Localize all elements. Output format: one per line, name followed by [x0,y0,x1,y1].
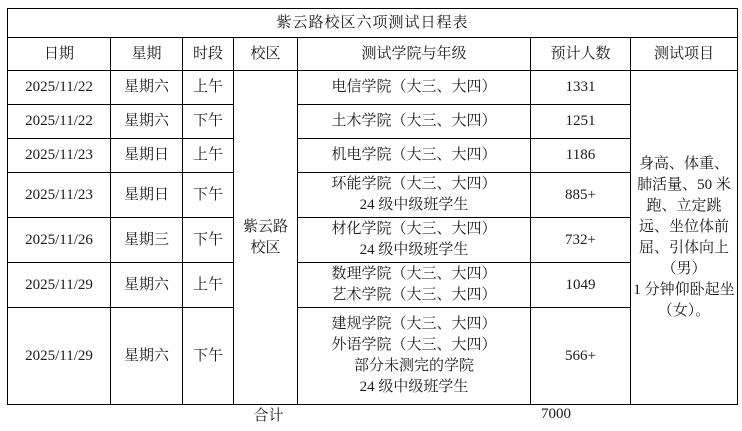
table-row [8,71,738,105]
college-cell [298,308,531,405]
college-cell [298,139,531,173]
col-header-period: 时段 [183,38,234,71]
title-row [8,9,738,38]
campus-cell: 紫云路校区 [234,71,298,405]
totals-label: 合计 [253,408,284,424]
period-cell: 上午 [183,139,234,173]
table-row [8,105,738,139]
college-cell [298,173,531,218]
college-line: 艺术学院（大三、大四） [331,287,497,303]
week-cell: 星期日 [111,173,183,218]
college-cell [298,218,531,263]
week-cell: 星期六 [111,263,183,308]
college-line: 24 级中级班学生 [359,242,469,258]
table-title: 紫云路校区六项测试日程表 [8,9,738,38]
week-cell: 星期六 [111,308,183,405]
count-cell: 1331 [531,71,631,105]
test-items-cell [631,71,738,405]
date-cell: 2025/11/23 [8,139,111,173]
college-line: 建规学院（大三、大四） [331,316,497,332]
date-cell: 2025/11/26 [8,218,111,263]
week-cell: 星期六 [111,105,183,139]
totals-row [0,398,742,431]
period-cell: 下午 [183,308,234,405]
college-line: 数理学院（大三、大四） [331,266,497,282]
count-cell: 1186 [531,139,631,173]
week-cell: 星期三 [111,218,183,263]
test-items-text: 1 分钟仰卧起坐（女）。 [633,281,735,319]
date-cell: 2025/11/22 [8,71,111,105]
table-row [8,308,738,405]
college-line: 材化学院（大三、大四） [331,221,497,237]
college-line: 部分未测完的学院 [353,358,474,374]
college-line: 机电学院（大三、大四） [331,147,497,163]
college-cell [298,263,531,308]
col-header-college: 测试学院与年级 [298,38,531,71]
period-cell: 下午 [183,105,234,139]
college-cell [298,71,531,105]
college-line: 土木学院（大三、大四） [331,113,497,129]
totals-value: 7000 [541,406,571,422]
count-cell: 1251 [531,105,631,139]
period-cell: 上午 [183,71,234,105]
count-cell: 1049 [531,263,631,308]
count-cell: 732+ [531,218,631,263]
header-row [8,38,738,71]
week-cell: 星期六 [111,71,183,105]
college-line: 24 级中级班学生 [359,379,469,395]
col-header-date: 日期 [8,38,111,71]
period-cell: 下午 [183,173,234,218]
col-header-items: 测试项目 [631,38,738,71]
count-cell: 885+ [531,173,631,218]
date-cell: 2025/11/29 [8,308,111,405]
col-header-count: 预计人数 [531,38,631,71]
col-header-week: 星期 [111,38,183,71]
period-cell: 上午 [183,263,234,308]
table-row [8,173,738,218]
table-row [8,139,738,173]
date-cell: 2025/11/23 [8,173,111,218]
test-items-text: 身高、体重、肺活量、50 米跑、立定跳远、坐位体前屈、引体向上（男） [637,155,731,277]
col-header-campus: 校区 [234,38,298,71]
period-cell: 下午 [183,218,234,263]
college-line: 环能学院（大三、大四） [331,176,497,192]
date-cell: 2025/11/22 [8,105,111,139]
college-line: 24 级中级班学生 [359,197,469,213]
college-cell [298,105,531,139]
table-row [8,263,738,308]
table-row [8,218,738,263]
date-cell: 2025/11/29 [8,263,111,308]
count-cell: 566+ [531,308,631,405]
schedule-table [7,8,738,405]
college-line: 外语学院（大三、大四） [331,337,497,353]
college-line: 电信学院（大三、大四） [331,79,497,95]
week-cell: 星期日 [111,139,183,173]
